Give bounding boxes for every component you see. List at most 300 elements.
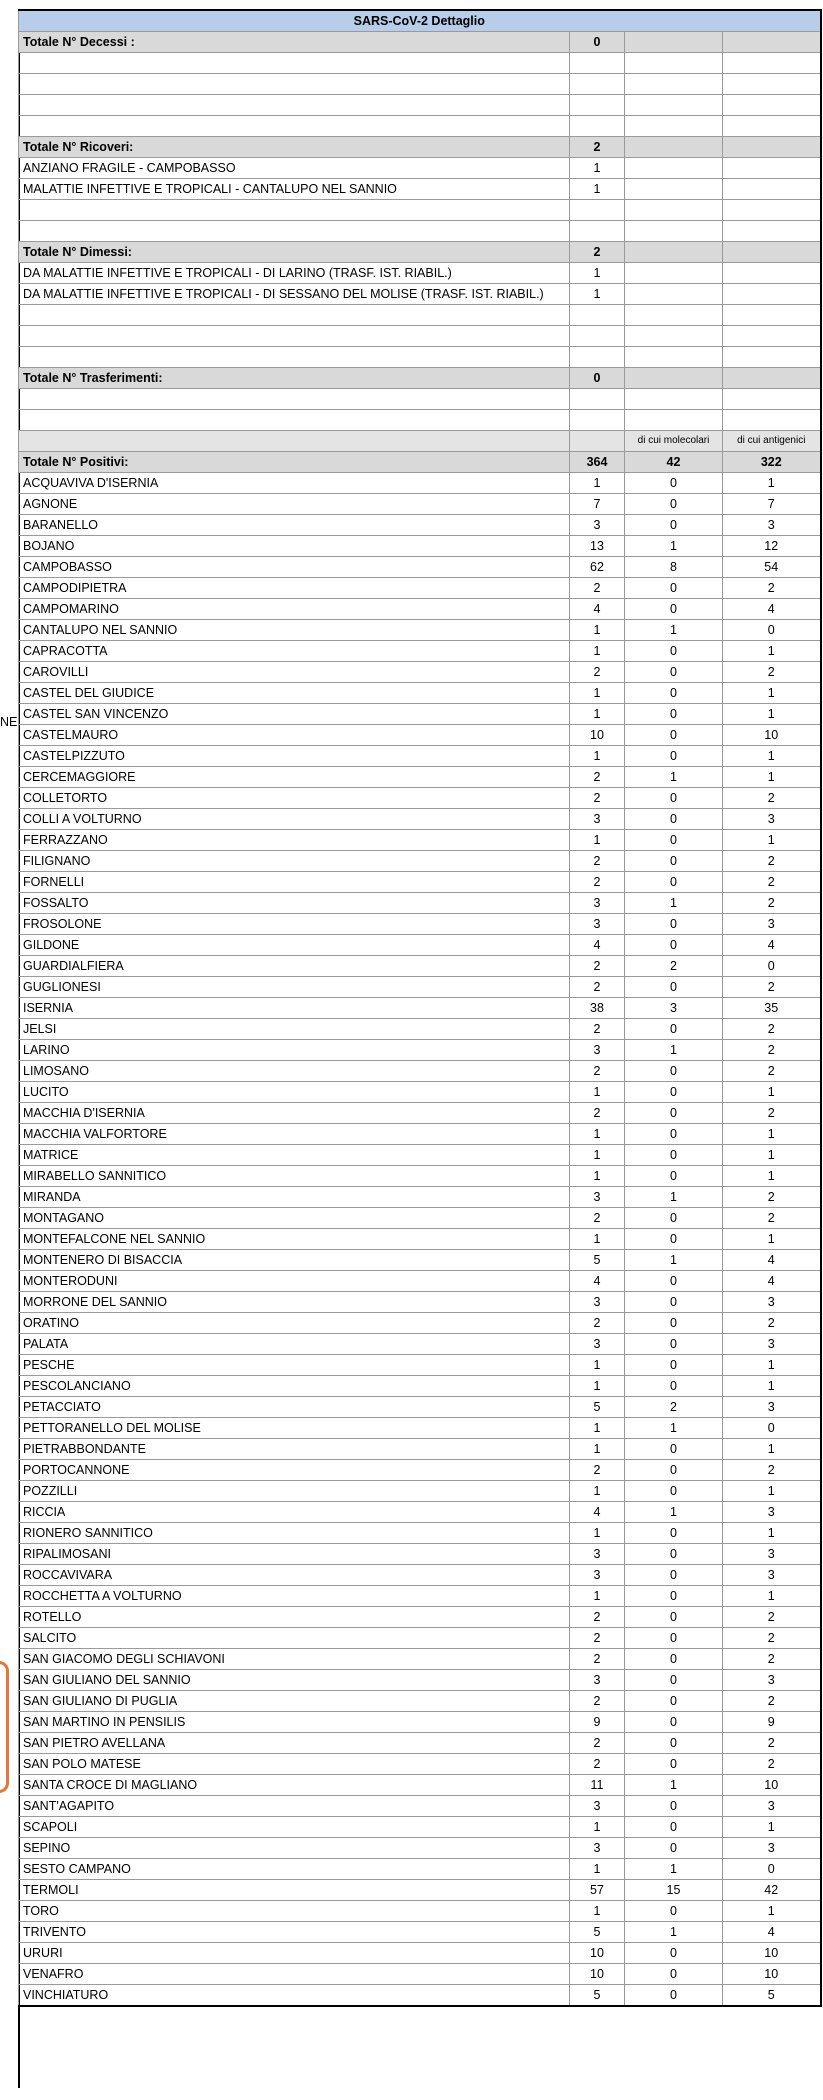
comune-antigenici: 2 <box>723 1313 821 1334</box>
comune-row <box>19 515 821 536</box>
comune-name: BARANELLO <box>19 515 570 536</box>
comune-antigenici: 1 <box>723 1439 821 1460</box>
comune-row <box>19 788 821 809</box>
comune-total: 5 <box>570 1922 625 1943</box>
comune-total: 5 <box>570 1397 625 1418</box>
comune-molecolari: 2 <box>625 1397 723 1418</box>
comune-name: COLLETORTO <box>19 788 570 809</box>
empty-cell <box>570 410 625 431</box>
comune-row <box>19 1040 821 1061</box>
ricoveri-row <box>19 158 821 179</box>
empty-cell <box>625 116 723 137</box>
comune-name: TRIVENTO <box>19 1922 570 1943</box>
comune-name: PESCHE <box>19 1355 570 1376</box>
comune-molecolari: 0 <box>625 725 723 746</box>
blank-row <box>19 347 821 368</box>
comune-molecolari: 0 <box>625 788 723 809</box>
comune-antigenici: 1 <box>723 1166 821 1187</box>
trasferimenti-label: Totale N° Trasferimenti: <box>19 368 570 389</box>
comune-name: ROCCHETTA A VOLTURNO <box>19 1586 570 1607</box>
comune-name: JELSI <box>19 1019 570 1040</box>
empty-cell <box>19 221 570 242</box>
comune-row <box>19 956 821 977</box>
comune-molecolari: 0 <box>625 1208 723 1229</box>
dimessi-row-count: 1 <box>570 284 625 305</box>
comune-molecolari: 1 <box>625 1859 723 1880</box>
comune-name: ORATINO <box>19 1313 570 1334</box>
comune-name: FOSSALTO <box>19 893 570 914</box>
comune-antigenici: 2 <box>723 1754 821 1775</box>
comune-total: 1 <box>570 1082 625 1103</box>
comune-molecolari: 2 <box>625 956 723 977</box>
comune-total: 1 <box>570 830 625 851</box>
comune-molecolari: 1 <box>625 1775 723 1796</box>
comune-row <box>19 1103 821 1124</box>
comune-row <box>19 1061 821 1082</box>
comune-antigenici: 4 <box>723 1922 821 1943</box>
comune-row <box>19 1145 821 1166</box>
empty-cell <box>625 158 723 179</box>
comune-total: 2 <box>570 1019 625 1040</box>
comune-row <box>19 1271 821 1292</box>
comune-name: RIONERO SANNITICO <box>19 1523 570 1544</box>
empty-cell <box>19 326 570 347</box>
comune-row <box>19 1670 821 1691</box>
comune-total: 2 <box>570 1628 625 1649</box>
comune-row <box>19 662 821 683</box>
comune-antigenici: 3 <box>723 1334 821 1355</box>
comune-row <box>19 809 821 830</box>
comune-molecolari: 0 <box>625 1628 723 1649</box>
empty-cell <box>19 95 570 116</box>
empty-cell <box>625 368 723 389</box>
comune-antigenici: 10 <box>723 1775 821 1796</box>
comune-name: SAN MARTINO IN PENSILIS <box>19 1712 570 1733</box>
comune-row <box>19 1880 821 1901</box>
comune-molecolari: 0 <box>625 977 723 998</box>
comune-row <box>19 1229 821 1250</box>
comune-molecolari: 0 <box>625 1166 723 1187</box>
comune-molecolari: 0 <box>625 1586 723 1607</box>
comune-total: 2 <box>570 977 625 998</box>
positivi-molecolari: 42 <box>625 452 723 473</box>
comune-molecolari: 0 <box>625 914 723 935</box>
comune-row <box>19 704 821 725</box>
comune-antigenici: 54 <box>723 557 821 578</box>
comune-row <box>19 1313 821 1334</box>
comune-molecolari: 1 <box>625 620 723 641</box>
ricoveri-row-count: 1 <box>570 179 625 200</box>
comune-row <box>19 1334 821 1355</box>
comune-antigenici: 4 <box>723 599 821 620</box>
comune-row <box>19 473 821 494</box>
ricoveri-total: 2 <box>570 137 625 158</box>
comune-name: LUCITO <box>19 1082 570 1103</box>
comune-antigenici: 35 <box>723 998 821 1019</box>
comune-total: 2 <box>570 1208 625 1229</box>
empty-cell <box>570 389 625 410</box>
comune-row <box>19 1019 821 1040</box>
comune-molecolari: 0 <box>625 1733 723 1754</box>
comune-total: 10 <box>570 1964 625 1985</box>
empty-cell <box>625 263 723 284</box>
comune-name: CAMPODIPIETRA <box>19 578 570 599</box>
comune-molecolari: 0 <box>625 578 723 599</box>
dimessi-header-row <box>19 242 821 263</box>
empty-cell <box>723 32 821 53</box>
comune-antigenici: 1 <box>723 683 821 704</box>
empty-cell <box>723 137 821 158</box>
comune-antigenici: 3 <box>723 515 821 536</box>
comune-name: TORO <box>19 1901 570 1922</box>
comune-total: 2 <box>570 662 625 683</box>
comune-row <box>19 1733 821 1754</box>
comune-name: FROSOLONE <box>19 914 570 935</box>
comune-antigenici: 9 <box>723 1712 821 1733</box>
comune-name: CANTALUPO NEL SANNIO <box>19 620 570 641</box>
comune-name: MONTENERO DI BISACCIA <box>19 1250 570 1271</box>
comune-molecolari: 0 <box>625 1103 723 1124</box>
comune-antigenici: 3 <box>723 1670 821 1691</box>
comune-name: MIRABELLO SANNITICO <box>19 1166 570 1187</box>
comune-name: MIRANDA <box>19 1187 570 1208</box>
comune-name: CASTELMAURO <box>19 725 570 746</box>
comune-row <box>19 1376 821 1397</box>
comune-row <box>19 599 821 620</box>
comune-row <box>19 1859 821 1880</box>
comune-total: 3 <box>570 893 625 914</box>
table-body <box>19 10 821 2006</box>
comune-total: 2 <box>570 1313 625 1334</box>
comune-molecolari: 0 <box>625 1376 723 1397</box>
comune-row <box>19 1964 821 1985</box>
comune-name: CASTEL DEL GIUDICE <box>19 683 570 704</box>
empty-cell <box>723 263 821 284</box>
comune-molecolari: 0 <box>625 704 723 725</box>
empty-cell <box>19 389 570 410</box>
comune-molecolari: 0 <box>625 1985 723 2007</box>
blank-row <box>19 305 821 326</box>
empty-cell <box>625 221 723 242</box>
comune-molecolari: 0 <box>625 1523 723 1544</box>
comune-row <box>19 851 821 872</box>
comune-antigenici: 5 <box>723 1985 821 2007</box>
comune-total: 1 <box>570 1418 625 1439</box>
blank-row <box>19 200 821 221</box>
comune-total: 5 <box>570 1985 625 2007</box>
comune-row <box>19 1628 821 1649</box>
comune-antigenici: 1 <box>723 473 821 494</box>
comune-total: 3 <box>570 1670 625 1691</box>
empty-cell <box>723 74 821 95</box>
empty-cell <box>625 200 723 221</box>
comune-total: 2 <box>570 767 625 788</box>
comune-name: PETTORANELLO DEL MOLISE <box>19 1418 570 1439</box>
comune-antigenici: 1 <box>723 1817 821 1838</box>
empty-cell <box>625 326 723 347</box>
comune-name: PORTOCANNONE <box>19 1460 570 1481</box>
comune-row <box>19 494 821 515</box>
comune-total: 11 <box>570 1775 625 1796</box>
comune-name: MATRICE <box>19 1145 570 1166</box>
comune-name: BOJANO <box>19 536 570 557</box>
comune-molecolari: 0 <box>625 1271 723 1292</box>
comune-row <box>19 1544 821 1565</box>
comune-molecolari: 0 <box>625 599 723 620</box>
comune-name: MONTEFALCONE NEL SANNIO <box>19 1229 570 1250</box>
comune-row <box>19 935 821 956</box>
comune-antigenici: 3 <box>723 1502 821 1523</box>
comune-antigenici: 0 <box>723 620 821 641</box>
comune-antigenici: 3 <box>723 809 821 830</box>
col-antigenici-header: di cui antigenici <box>723 431 821 452</box>
empty-cell <box>19 431 570 452</box>
comune-total: 3 <box>570 1187 625 1208</box>
comune-total: 3 <box>570 1544 625 1565</box>
comune-name: ISERNIA <box>19 998 570 1019</box>
empty-cell <box>723 95 821 116</box>
comune-antigenici: 0 <box>723 956 821 977</box>
comune-molecolari: 15 <box>625 1880 723 1901</box>
empty-cell <box>723 305 821 326</box>
comune-molecolari: 0 <box>625 1544 723 1565</box>
comune-molecolari: 0 <box>625 683 723 704</box>
comune-antigenici: 2 <box>723 1607 821 1628</box>
comune-total: 2 <box>570 956 625 977</box>
comune-antigenici: 2 <box>723 1649 821 1670</box>
comune-total: 1 <box>570 1145 625 1166</box>
comune-antigenici: 4 <box>723 1250 821 1271</box>
comune-total: 1 <box>570 1817 625 1838</box>
comune-total: 5 <box>570 1250 625 1271</box>
comune-total: 3 <box>570 1334 625 1355</box>
comune-name: SAN PIETRO AVELLANA <box>19 1733 570 1754</box>
ricoveri-row-count: 1 <box>570 158 625 179</box>
comune-row <box>19 536 821 557</box>
comune-molecolari: 0 <box>625 809 723 830</box>
comune-antigenici: 1 <box>723 1082 821 1103</box>
comune-name: SAN GIULIANO DEL SANNIO <box>19 1670 570 1691</box>
empty-cell <box>625 32 723 53</box>
comune-name: SANT'AGAPITO <box>19 1796 570 1817</box>
empty-cell <box>625 305 723 326</box>
comune-antigenici: 1 <box>723 1124 821 1145</box>
clipped-left-text: NE <box>0 715 18 729</box>
comune-row <box>19 746 821 767</box>
comune-molecolari: 3 <box>625 998 723 1019</box>
empty-cell <box>570 221 625 242</box>
comune-antigenici: 2 <box>723 893 821 914</box>
comune-total: 1 <box>570 1523 625 1544</box>
ricoveri-header-row <box>19 137 821 158</box>
comune-molecolari: 0 <box>625 872 723 893</box>
decessi-total: 0 <box>570 32 625 53</box>
comune-name: SCAPOLI <box>19 1817 570 1838</box>
comune-total: 62 <box>570 557 625 578</box>
empty-cell <box>723 116 821 137</box>
comune-name: AGNONE <box>19 494 570 515</box>
comune-molecolari: 0 <box>625 1082 723 1103</box>
comune-total: 3 <box>570 1838 625 1859</box>
empty-cell <box>570 95 625 116</box>
comune-name: PETACCIATO <box>19 1397 570 1418</box>
comune-molecolari: 1 <box>625 1187 723 1208</box>
comune-antigenici: 3 <box>723 1397 821 1418</box>
comune-name: ROCCAVIVARA <box>19 1565 570 1586</box>
comune-name: SALCITO <box>19 1628 570 1649</box>
comune-molecolari: 1 <box>625 1418 723 1439</box>
comune-antigenici: 2 <box>723 1187 821 1208</box>
dimessi-row <box>19 284 821 305</box>
comune-antigenici: 1 <box>723 1523 821 1544</box>
comune-name: SEPINO <box>19 1838 570 1859</box>
comune-antigenici: 0 <box>723 1418 821 1439</box>
decessi-header-row <box>19 32 821 53</box>
comune-molecolari: 0 <box>625 641 723 662</box>
comune-antigenici: 1 <box>723 1481 821 1502</box>
dimessi-total: 2 <box>570 242 625 263</box>
comune-antigenici: 1 <box>723 1229 821 1250</box>
blank-row <box>19 116 821 137</box>
comune-row <box>19 1985 821 2007</box>
comune-molecolari: 1 <box>625 1502 723 1523</box>
comune-molecolari: 0 <box>625 1607 723 1628</box>
ricoveri-row <box>19 179 821 200</box>
empty-cell <box>723 389 821 410</box>
comune-row <box>19 767 821 788</box>
comune-name: CASTELPIZZUTO <box>19 746 570 767</box>
comune-total: 1 <box>570 1166 625 1187</box>
empty-cell <box>625 347 723 368</box>
comune-name: CAMPOBASSO <box>19 557 570 578</box>
comune-total: 2 <box>570 1691 625 1712</box>
decessi-label: Totale N° Decessi : <box>19 32 570 53</box>
comune-antigenici: 2 <box>723 851 821 872</box>
comune-total: 3 <box>570 1565 625 1586</box>
dimessi-row-name: DA MALATTIE INFETTIVE E TROPICALI - DI LARINO (TRASF. IST. RIABIL.) <box>19 263 570 284</box>
empty-cell <box>723 326 821 347</box>
empty-cell <box>570 200 625 221</box>
comune-molecolari: 0 <box>625 1901 723 1922</box>
comune-row <box>19 998 821 1019</box>
comune-row <box>19 1754 821 1775</box>
comune-antigenici: 3 <box>723 1838 821 1859</box>
empty-cell <box>19 347 570 368</box>
covid-detail-table <box>18 9 822 2007</box>
empty-cell <box>723 368 821 389</box>
comune-total: 3 <box>570 1796 625 1817</box>
empty-cell <box>625 389 723 410</box>
comune-name: FORNELLI <box>19 872 570 893</box>
comune-name: MONTERODUNI <box>19 1271 570 1292</box>
comune-molecolari: 0 <box>625 1061 723 1082</box>
comune-antigenici: 4 <box>723 1271 821 1292</box>
comune-row <box>19 557 821 578</box>
ricoveri-row-name: ANZIANO FRAGILE - CAMPOBASSO <box>19 158 570 179</box>
comune-antigenici: 0 <box>723 1859 821 1880</box>
comune-total: 1 <box>570 1124 625 1145</box>
comune-row <box>19 641 821 662</box>
comune-antigenici: 1 <box>723 641 821 662</box>
comune-total: 2 <box>570 1460 625 1481</box>
comune-total: 4 <box>570 599 625 620</box>
comune-molecolari: 0 <box>625 1313 723 1334</box>
comune-total: 1 <box>570 641 625 662</box>
comune-name: SESTO CAMPANO <box>19 1859 570 1880</box>
empty-cell <box>570 74 625 95</box>
comune-molecolari: 1 <box>625 1250 723 1271</box>
comune-total: 2 <box>570 788 625 809</box>
comune-total: 3 <box>570 1040 625 1061</box>
comune-molecolari: 0 <box>625 1649 723 1670</box>
empty-cell <box>625 242 723 263</box>
comune-name: POZZILLI <box>19 1481 570 1502</box>
comune-row <box>19 1523 821 1544</box>
comune-name: SAN POLO MATESE <box>19 1754 570 1775</box>
trasferimenti-total: 0 <box>570 368 625 389</box>
comune-molecolari: 0 <box>625 473 723 494</box>
comune-molecolari: 0 <box>625 746 723 767</box>
comune-name: CERCEMAGGIORE <box>19 767 570 788</box>
comune-total: 10 <box>570 1943 625 1964</box>
comune-molecolari: 0 <box>625 1712 723 1733</box>
table-title: SARS-CoV-2 Dettaglio <box>19 10 821 32</box>
empty-cell <box>723 242 821 263</box>
comune-total: 1 <box>570 1229 625 1250</box>
comune-total: 3 <box>570 515 625 536</box>
comune-name: CAPRACOTTA <box>19 641 570 662</box>
col-molecolari-header: di cui molecolari <box>625 431 723 452</box>
positivi-subheader-row <box>19 431 821 452</box>
comune-molecolari: 0 <box>625 1019 723 1040</box>
comune-row <box>19 1817 821 1838</box>
comune-antigenici: 1 <box>723 767 821 788</box>
comune-row <box>19 578 821 599</box>
empty-cell <box>625 284 723 305</box>
comune-antigenici: 10 <box>723 1943 821 1964</box>
comune-molecolari: 0 <box>625 935 723 956</box>
comune-antigenici: 1 <box>723 1376 821 1397</box>
empty-cell <box>570 53 625 74</box>
empty-cell <box>723 179 821 200</box>
comune-antigenici: 7 <box>723 494 821 515</box>
empty-cell <box>19 53 570 74</box>
comune-row <box>19 893 821 914</box>
comune-total: 1 <box>570 746 625 767</box>
comune-row <box>19 1607 821 1628</box>
comune-molecolari: 1 <box>625 536 723 557</box>
comune-row <box>19 1250 821 1271</box>
comune-name: URURI <box>19 1943 570 1964</box>
comune-row <box>19 725 821 746</box>
empty-cell <box>625 410 723 431</box>
trasferimenti-header-row <box>19 368 821 389</box>
comune-antigenici: 2 <box>723 1061 821 1082</box>
comune-total: 1 <box>570 1901 625 1922</box>
comune-antigenici: 2 <box>723 1460 821 1481</box>
comune-total: 4 <box>570 935 625 956</box>
comune-total: 3 <box>570 809 625 830</box>
comune-total: 1 <box>570 620 625 641</box>
comune-name: RICCIA <box>19 1502 570 1523</box>
comune-antigenici: 2 <box>723 662 821 683</box>
empty-cell <box>723 158 821 179</box>
empty-cell <box>723 284 821 305</box>
blank-row <box>19 53 821 74</box>
comune-antigenici: 3 <box>723 1544 821 1565</box>
comune-molecolari: 0 <box>625 1334 723 1355</box>
comune-antigenici: 2 <box>723 1691 821 1712</box>
